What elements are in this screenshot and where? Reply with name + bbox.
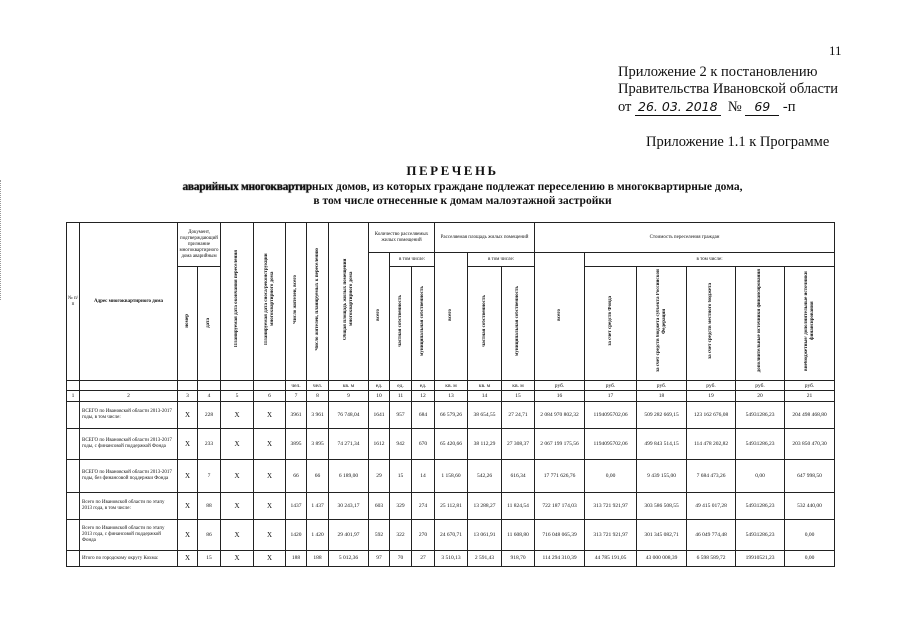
- table-body: [67, 402, 835, 567]
- col-header-area-municipal: муниципальная собственность: [502, 267, 535, 381]
- units-row: [67, 381, 835, 391]
- table-cell: X: [254, 493, 286, 520]
- table-cell: X: [178, 551, 198, 567]
- table-cell: 2 591,43: [468, 551, 502, 567]
- table-row: [67, 460, 835, 493]
- table-cell: 3 510,13: [435, 551, 468, 567]
- table-cell: 684: [412, 402, 435, 429]
- table-cell: 29 401,97: [329, 520, 369, 551]
- table-cell: 0,00: [585, 460, 637, 493]
- col-header-cost: Стоимость переселения граждан: [535, 223, 835, 253]
- table-cell: 1 437: [307, 493, 329, 520]
- table-cell: 76 748,04: [329, 402, 369, 429]
- col-header-planned-demolition: Планируемая дата сноса/реконструкции многоквартирного дома: [254, 223, 286, 381]
- table-cell: 70: [390, 551, 412, 567]
- table-cell: 228: [198, 402, 221, 429]
- table-cell: 88: [198, 493, 221, 520]
- table-cell: 1420: [286, 520, 307, 551]
- table-cell: 114 294 310,39: [535, 551, 585, 567]
- scan-margin: [0, 180, 5, 300]
- unit-cell: ед.: [390, 381, 412, 391]
- col-header-planned-relocation: Планируемая дата окончания переселения: [221, 223, 254, 381]
- table-cell: 647 998,50: [785, 460, 835, 493]
- column-number-cell: 20: [736, 391, 785, 402]
- column-number-cell: 16: [535, 391, 585, 402]
- table-cell: 1437: [286, 493, 307, 520]
- table-row: [67, 493, 835, 520]
- table-cell: 74 271,34: [329, 429, 369, 460]
- document-subtitle: [130, 180, 795, 208]
- col-header-nonbudget: внебюджетные/ дополнительные источники финансирования: [785, 267, 835, 381]
- table-cell: X: [178, 520, 198, 551]
- relocation-table: [66, 222, 835, 567]
- unit-cell: руб.: [687, 381, 736, 391]
- unit-cell: руб.: [637, 381, 687, 391]
- table-cell: 918,70: [502, 551, 535, 567]
- column-numbers-row: [67, 391, 835, 402]
- row-label: ВСЕГО по Ивановской области 2013-2017 годы, в том числе:: [80, 402, 178, 429]
- handwritten-number: 69: [745, 98, 779, 116]
- number-label: №: [727, 99, 742, 115]
- table-cell: 65 420,66: [435, 429, 468, 460]
- row-number-cell: [67, 460, 80, 493]
- table-cell: X: [221, 429, 254, 460]
- table-cell: 1194095702,06: [585, 429, 637, 460]
- table-cell: 716 048 065,39: [535, 520, 585, 551]
- table-cell: 188: [286, 551, 307, 567]
- table-cell: X: [254, 520, 286, 551]
- approval-header: [618, 64, 858, 116]
- table-cell: 1612: [369, 429, 390, 460]
- col-header-cost-incl: в том числе:: [585, 253, 835, 267]
- table-cell: 592: [369, 520, 390, 551]
- column-number-cell: 1: [67, 391, 80, 402]
- unit-cell: чел.: [307, 381, 329, 391]
- column-number-cell: 5: [221, 391, 254, 402]
- table-cell: 46 049 774,48: [687, 520, 736, 551]
- col-header-num: № п/п: [67, 223, 80, 381]
- table-cell: 1194095702,06: [585, 402, 637, 429]
- table-cell: 0,00: [785, 520, 835, 551]
- table-cell: 86: [198, 520, 221, 551]
- column-number-cell: 10: [369, 391, 390, 402]
- column-number-cell: 14: [468, 391, 502, 402]
- table-cell: 313 721 921,97: [585, 520, 637, 551]
- table-cell: 313 721 921,97: [585, 493, 637, 520]
- column-number-cell: 7: [286, 391, 307, 402]
- unit-cell: ед.: [412, 381, 435, 391]
- table-cell: X: [178, 429, 198, 460]
- table-cell: 509 282 669,15: [637, 402, 687, 429]
- table-cell: 2 067 199 175,56: [535, 429, 585, 460]
- table-cell: X: [221, 402, 254, 429]
- annex-title: Приложение 1.1 к Программе: [646, 134, 830, 150]
- table-cell: 942: [390, 429, 412, 460]
- approval-line-2: Правительства Ивановской области: [618, 81, 839, 97]
- col-header-rooms-count: Количество расселяемых жилых помещений: [369, 223, 435, 253]
- col-header-rooms-private: частная собственность: [390, 267, 412, 381]
- col-header-area-relocated: Расселяемая площадь жилых помещений: [435, 223, 535, 253]
- table-cell: X: [221, 520, 254, 551]
- table-row: [67, 402, 835, 429]
- column-number-cell: 2: [80, 391, 178, 402]
- table-cell: 7: [198, 460, 221, 493]
- table-cell: 25 112,81: [435, 493, 468, 520]
- table-cell: 204 498 468,80: [785, 402, 835, 429]
- table-cell: 15: [390, 460, 412, 493]
- row-number-cell: [67, 520, 80, 551]
- table-row: [67, 520, 835, 551]
- table-cell: 43 000 008,39: [637, 551, 687, 567]
- table-cell: 27 24,71: [502, 402, 535, 429]
- table-cell: 5 012,36: [329, 551, 369, 567]
- col-header-area-total: всего: [435, 253, 468, 381]
- table-cell: 301 345 082,71: [637, 520, 687, 551]
- table-cell: 49 415 017,28: [687, 493, 736, 520]
- table-cell: 670: [412, 429, 435, 460]
- table-cell: 7 684 473,26: [687, 460, 736, 493]
- col-header-residents-planned: Число жителей, планируемых к переселению: [307, 223, 329, 381]
- column-number-cell: 17: [585, 391, 637, 402]
- unit-cell: кв. м: [329, 381, 369, 391]
- unit-cell: ед.: [369, 381, 390, 391]
- table-cell: X: [254, 429, 286, 460]
- table-cell: X: [254, 460, 286, 493]
- table-cell: 1 420: [307, 520, 329, 551]
- approval-date-line: [618, 98, 858, 116]
- col-header-rooms-incl: в том числе:: [390, 253, 435, 267]
- table-cell: 270: [412, 520, 435, 551]
- table-cell: X: [254, 551, 286, 567]
- unit-cell: руб.: [585, 381, 637, 391]
- table-cell: 188: [307, 551, 329, 567]
- subtitle-smudged-part: аварийных многоквартир: [182, 181, 312, 193]
- table-cell: 66: [286, 460, 307, 493]
- table-cell: 1 158,60: [435, 460, 468, 493]
- table-cell: 329: [390, 493, 412, 520]
- column-number-cell: 6: [254, 391, 286, 402]
- col-header-residents: Число жителей, всего: [286, 223, 307, 381]
- table-cell: 13 288,27: [468, 493, 502, 520]
- unit-cell: чел.: [286, 381, 307, 391]
- subtitle-line-1: ных домов, из которых граждане подлежат переселению в многоквартирные дома,: [311, 181, 743, 193]
- col-header-document: Документ, подтверждающий признание многоквартирного дома аварийным: [178, 223, 221, 267]
- row-number-cell: [67, 402, 80, 429]
- table-cell: 233: [198, 429, 221, 460]
- table-cell: 203 850 470,30: [785, 429, 835, 460]
- table-cell: X: [254, 402, 286, 429]
- column-number-cell: 13: [435, 391, 468, 402]
- column-number-cell: 4: [198, 391, 221, 402]
- from-label: от: [618, 99, 632, 115]
- number-suffix: -п: [782, 99, 796, 115]
- table-cell: 38 112,29: [468, 429, 502, 460]
- unit-cell: руб.: [736, 381, 785, 391]
- table-cell: X: [178, 460, 198, 493]
- table-cell: 3895: [286, 429, 307, 460]
- col-header-local: за счет средств местного бюджета: [687, 267, 736, 381]
- table-cell: X: [221, 551, 254, 567]
- table-row: [67, 551, 835, 567]
- table-cell: X: [221, 493, 254, 520]
- column-number-cell: 15: [502, 391, 535, 402]
- table-cell: 499 843 514,15: [637, 429, 687, 460]
- row-number-cell: [67, 493, 80, 520]
- table-cell: 97: [369, 551, 390, 567]
- table-cell: 13 061,91: [468, 520, 502, 551]
- table-cell: 532 440,00: [785, 493, 835, 520]
- subtitle-line-2: в том числе отнесенные к домам малоэтажной застройки: [313, 195, 612, 207]
- row-label: Итого по городскому округу Кохма:: [80, 551, 178, 567]
- table-cell: 15: [198, 551, 221, 567]
- unit-cell: кв. м: [468, 381, 502, 391]
- table-cell: 1641: [369, 402, 390, 429]
- table-cell: 542,26: [468, 460, 502, 493]
- row-label: ВСЕГО по Ивановской области 2013-2017 годы, с финансовой поддержкой Фонда: [80, 429, 178, 460]
- col-header-additional: дополнительные источники финансирования: [736, 267, 785, 381]
- table-cell: 0,00: [736, 460, 785, 493]
- unit-cell: кв. м: [435, 381, 468, 391]
- col-header-total-area: Общая площадь жилых помещений многоквартирного дома: [329, 223, 369, 381]
- col-header-doc-number: номер: [178, 267, 198, 381]
- page-number: 11: [829, 43, 842, 58]
- row-number-cell: [67, 429, 80, 460]
- col-header-area-incl: в том числе:: [468, 253, 535, 267]
- table-cell: 722 187 174,03: [535, 493, 585, 520]
- table-cell: 123 162 676,08: [687, 402, 736, 429]
- table-cell: 24 670,71: [435, 520, 468, 551]
- table-cell: 17 771 626,76: [535, 460, 585, 493]
- col-header-address: Адрес многоквартирного дома: [80, 223, 178, 381]
- column-number-cell: 3: [178, 391, 198, 402]
- table-cell: 957: [390, 402, 412, 429]
- table-cell: 603: [369, 493, 390, 520]
- column-number-cell: 19: [687, 391, 736, 402]
- column-number-cell: 8: [307, 391, 329, 402]
- table-cell: 54931286,23: [736, 493, 785, 520]
- unit-cell: руб.: [785, 381, 835, 391]
- table-cell: 3961: [286, 402, 307, 429]
- row-label: Всего по Ивановской области по этапу 2013 года, с финансовой поддержкой Фонда: [80, 520, 178, 551]
- unit-cell: кв. м: [502, 381, 535, 391]
- table-cell: 3 961: [307, 402, 329, 429]
- table-cell: 6 189,00: [329, 460, 369, 493]
- table-cell: X: [178, 493, 198, 520]
- table-cell: 27: [412, 551, 435, 567]
- table-cell: 3 895: [307, 429, 329, 460]
- table-cell: 27 308,37: [502, 429, 535, 460]
- document-title: ПЕРЕЧЕНЬ: [406, 163, 499, 178]
- table-cell: 54931286,23: [736, 402, 785, 429]
- table-cell: X: [178, 402, 198, 429]
- column-number-cell: 18: [637, 391, 687, 402]
- table-cell: 38 654,55: [468, 402, 502, 429]
- table-cell: 274: [412, 493, 435, 520]
- table-cell: 6 598 589,72: [687, 551, 736, 567]
- table-cell: 29: [369, 460, 390, 493]
- table-row: [67, 429, 835, 460]
- table-cell: 54931286,23: [736, 520, 785, 551]
- table-cell: 54931286,23: [736, 429, 785, 460]
- table-cell: 616,34: [502, 460, 535, 493]
- handwritten-date: 26. 03. 2018: [635, 98, 721, 116]
- col-header-regional: за счет средств бюджета субъекта Российской Федерации: [637, 267, 687, 381]
- column-number-cell: 9: [329, 391, 369, 402]
- table-cell: 66: [307, 460, 329, 493]
- table-cell: 322: [390, 520, 412, 551]
- table-cell: 30 243,17: [329, 493, 369, 520]
- col-header-rooms-total: всего: [369, 253, 390, 381]
- approval-line-1: Приложение 2 к постановлению: [618, 64, 818, 80]
- table-cell: 2 084 970 802,32: [535, 402, 585, 429]
- table-cell: 66 579,26: [435, 402, 468, 429]
- col-header-area-private: частная собственность: [468, 267, 502, 381]
- column-number-cell: 21: [785, 391, 835, 402]
- table-cell: 0,00: [785, 551, 835, 567]
- col-header-fund: за счет средств Фонда: [585, 267, 637, 381]
- col-header-cost-total: всего: [535, 253, 585, 381]
- table-cell: 14: [412, 460, 435, 493]
- row-number-cell: [67, 551, 80, 567]
- column-number-cell: 11: [390, 391, 412, 402]
- unit-cell: руб.: [535, 381, 585, 391]
- table-cell: 303 586 508,55: [637, 493, 687, 520]
- table-cell: 11 608,80: [502, 520, 535, 551]
- row-label: Всего по Ивановской области по этапу 2013 года, в том числе:: [80, 493, 178, 520]
- column-number-cell: 12: [412, 391, 435, 402]
- table-cell: 19910521,23: [736, 551, 785, 567]
- table-cell: 44 785 191,05: [585, 551, 637, 567]
- table-cell: 9 439 155,00: [637, 460, 687, 493]
- table-cell: 114 478 202,82: [687, 429, 736, 460]
- table-cell: 11 824,54: [502, 493, 535, 520]
- table-cell: X: [221, 460, 254, 493]
- col-header-rooms-municipal: муниципальная собственность: [412, 267, 435, 381]
- col-header-doc-date: дата: [198, 267, 221, 381]
- row-label: ВСЕГО по Ивановской области 2013-2017 годы, без финансовой поддержки Фонда: [80, 460, 178, 493]
